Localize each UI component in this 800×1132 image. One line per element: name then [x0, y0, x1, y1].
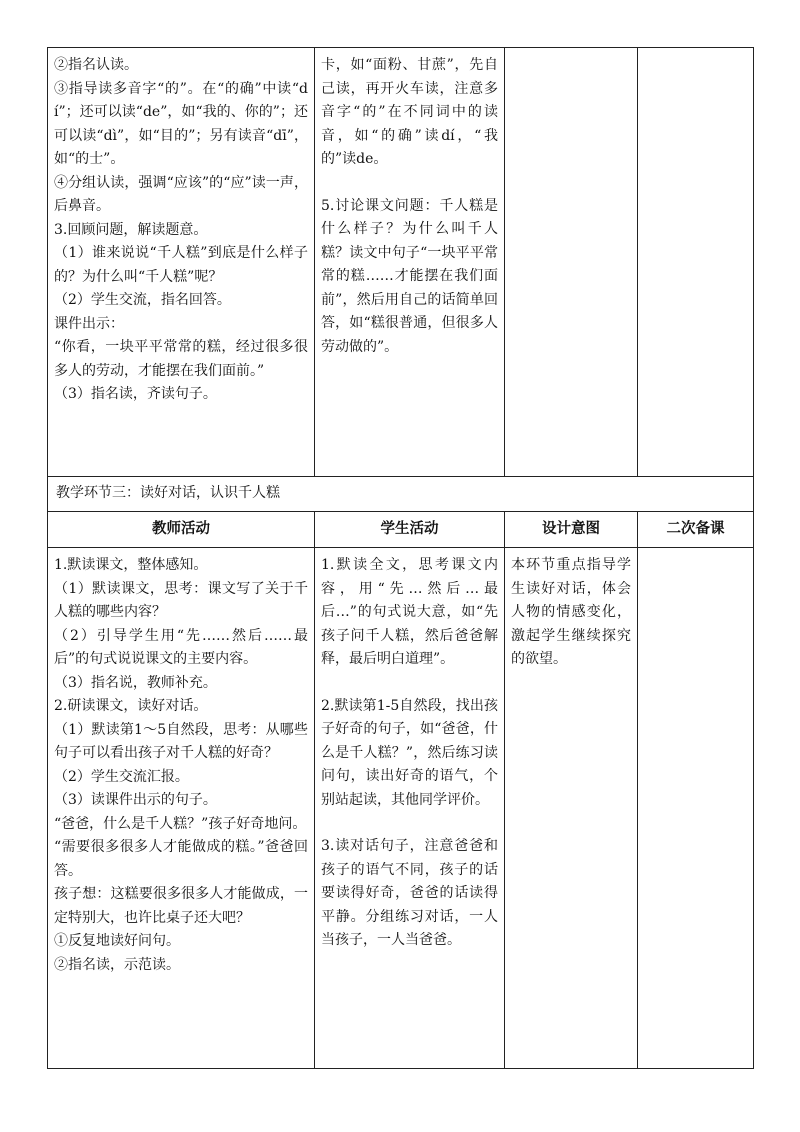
teacher-line: （3）指名说，教师补充。: [54, 674, 217, 691]
teacher-line: 课件出示：: [54, 315, 124, 332]
student-block: 1.默读全文，思考课文内容，用“先…然后…最后…”的句式说大意，如“先孩子问千人糕，然后爸爸解释，最后明白道理”。: [321, 557, 498, 667]
second-prep-cell: [638, 548, 754, 1069]
teacher-line: （1）谁来说说“千人糕”到底是什么样子的？为什么叫“千人糕”呢？: [54, 245, 308, 285]
student-activity-cell: [315, 548, 505, 1069]
teacher-line: 3.回顾问题，解读题意。: [54, 221, 208, 238]
teacher-line: （2）学生交流，指名回答。: [54, 292, 231, 308]
spacer: [321, 172, 498, 195]
teacher-line: （1）默读第1～5自然段，思考：从哪些句子可以看出孩子对千人糕的好奇？: [54, 721, 308, 761]
teacher-line: “爸爸，什么是千人糕？”孩子好奇地问。: [54, 815, 307, 832]
teacher-line: ②指名认读。: [54, 57, 138, 73]
teacher-line: ④分组认读，强调“应该”的“应”读一声，后鼻音。: [54, 174, 308, 214]
header-row: [48, 511, 754, 548]
teacher-line: （3）读课件出示的句子。: [54, 792, 217, 808]
student-block: 5.讨论课文问题：千人糕是什么样子？为什么叫千人糕？读文中句子“一块平平常常的糕……才能摆在我们面前”，然后用自己的话简单回答，如“糕很普通，但很多人劳动做的”。: [321, 197, 498, 355]
header-student: 学生活动: [315, 511, 505, 548]
spacer: [321, 812, 498, 835]
teacher-line: “需要很多很多人才能做成的糕。”爸爸回答。: [54, 839, 308, 879]
teacher-activity-cell: [48, 48, 315, 477]
header-teacher: 教师活动: [48, 511, 315, 548]
design-intent-cell: [505, 48, 638, 477]
student-block: 卡，如“面粉、甘蔗”，先自己读，再开火车读，注意多音字“的”在不同词中的读音，如“的确”读dí，“我的”读de。: [321, 57, 498, 167]
section-row: [48, 477, 754, 512]
student-block: 2.默读第1-5自然段，找出孩子好奇的句子，如“爸爸，什么是千人糕？”，然后练习读问句，读出好奇的语气，个别站起读，其他同学评价。: [321, 697, 498, 808]
student-block: 3.读对话句子，注意爸爸和孩子的语气不同，孩子的话要读得好奇，爸爸的话读得平静。分组练习对话，一人当孩子，一人当爸爸。: [321, 838, 498, 948]
section-title: 教学环节三：读好对话，认识千人糕: [48, 477, 754, 512]
teacher-line: （2）学生交流汇报。: [54, 768, 189, 785]
teacher-line: 孩子想：这糕要很多很多人才能做成，一定特别大，也许比桌子还大吧？: [54, 886, 308, 926]
table-row-section-three: [48, 548, 754, 1069]
second-prep-cell: [638, 48, 754, 477]
teacher-line: ②指名读，示范读。: [54, 956, 180, 973]
spacer: [321, 672, 498, 695]
design-intent-cell: 本环节重点指导学生读好对话，体会人物的情感变化，激起学生继续探究的欲望。: [505, 548, 638, 1069]
teacher-line: ①反复地读好问句。: [54, 933, 180, 949]
teacher-line: （3）指名读，齐读句子。: [54, 386, 217, 402]
header-notes: 二次备课: [638, 511, 754, 548]
teacher-line: （2）引导学生用“先……然后……最后”的句式说说课文的主要内容。: [54, 627, 308, 667]
teacher-line: 2.研读课文，读好对话。: [54, 698, 208, 714]
table-row-continued: [48, 48, 754, 477]
teacher-line: ③指导读多音字“的”。在“的确”中读“dí”；还可以读“de”，如“我的、你的”；还可以读“dì”，如“目的”；另有读音“dī”，如“的士”。: [54, 80, 308, 167]
header-intent: 设计意图: [505, 511, 638, 548]
student-activity-cell: [315, 48, 505, 477]
teacher-line: “你看，一块平平常常的糕，经过很多很多人的劳动，才能摆在我们面前。”: [54, 339, 308, 379]
teacher-activity-cell: [48, 548, 315, 1069]
teacher-line: 1.默读课文，整体感知。: [54, 557, 208, 573]
teacher-line: （1）默读课文，思考：课文写了关于千人糕的哪些内容？: [54, 580, 308, 620]
lesson-plan-table: [47, 47, 754, 1069]
